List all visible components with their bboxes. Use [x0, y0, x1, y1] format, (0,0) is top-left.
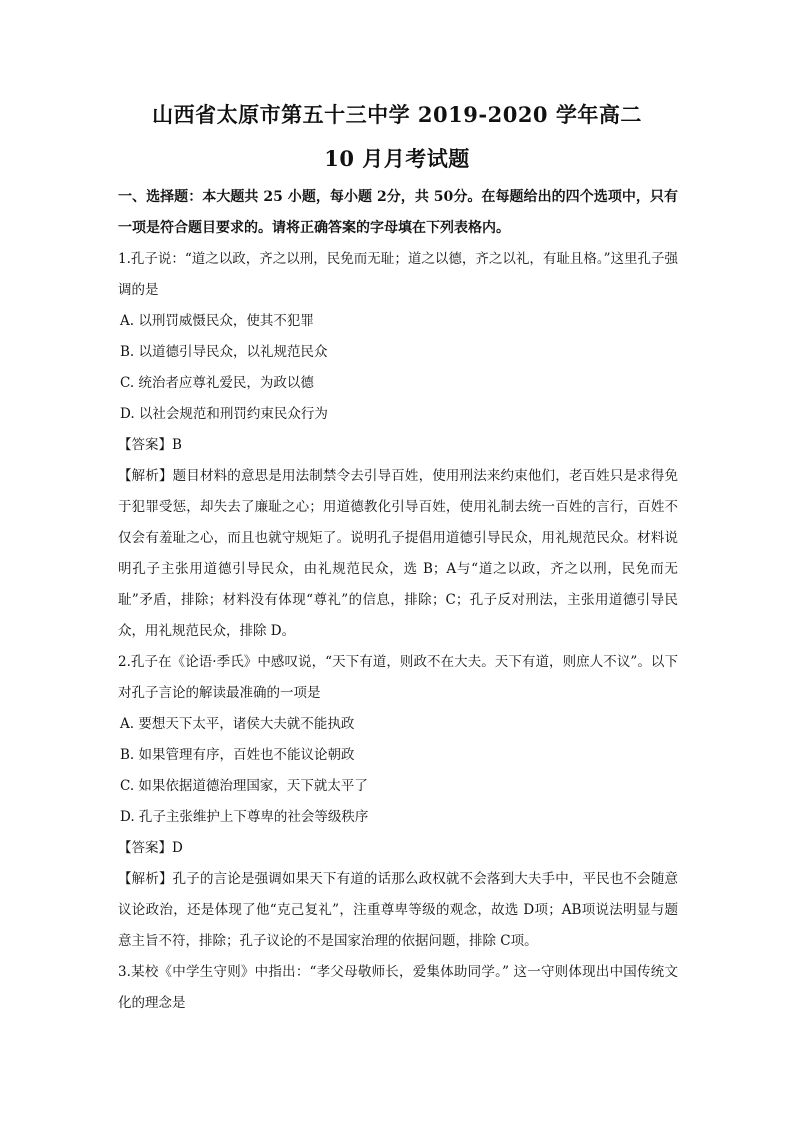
exam-title-line-2: 10 月月考试题 [324, 146, 470, 171]
exam-title-line-1: 山西省太原市第五十三中学 2019-2020 学年高二 [152, 102, 642, 127]
analysis: 【解析】题目材料的意思是用法制禁令去引导百姓，使用刑法来约束他们，老百姓只是求得免于犯罪受惩，却失去了廉耻之心；用道德教化引导百姓，使用礼制去统一百姓的言行，百姓不仅会有羞耻之心，而且也就守规矩了。说明孔子提倡用道德引导民众，用礼规范民众。材料说明孔子主张用道德引导民众，由礼规范民众，选 B；A与“道之以政，齐之以刑，民免而无耻”矛盾，排除；材料没有体现“尊礼”的信息，排除；C；孔子反对刑法，主张用道德引导民众，用礼规范民众，排除 D。 [118, 468, 678, 639]
answer: 【答案】B [118, 437, 182, 453]
option-c: C. 如果依据道德治理国家，天下就太平了 [120, 778, 368, 794]
question-stem: 3.某校《中学生守则》中指出：“孝父母敬师长，爱集体助同学。” 这一守则体现出中国传统文化的理念是 [118, 964, 678, 1011]
analysis: 【解析】孔子的言论是强调如果天下有道的话那么政权就不会落到大夫手中，平民也不会随意议论政治，还是体现了他“克己复礼”，注重尊卑等级的观念，故选 D项；AB项说法明显与题意主旨不符，排除；孔子议论的不是国家治理的依据问题，排除 C项。 [118, 871, 678, 949]
option-c: C. 统治者应尊礼爱民，为政以德 [120, 375, 314, 391]
question-2 [118, 647, 678, 957]
option-b: B. 以道德引导民众，以礼规范民众 [120, 344, 328, 360]
section-instructions: 一、选择题：本大题共 25 小题，每小题 2分，共 50分。在每题给出的四个选项中，只有一项是符合题目要求的。请将正确答案的字母填在下列表格内。 [118, 189, 678, 236]
option-d: D. 以社会规范和刑罚约束民众行为 [120, 406, 328, 422]
question-1 [118, 244, 678, 647]
question-3 [118, 957, 678, 1019]
exam-body [118, 182, 678, 1019]
answer: 【答案】D [118, 840, 183, 856]
option-b: B. 如果管理有序，百姓也不能议论朝政 [120, 747, 355, 763]
option-d: D. 孔子主张维护上下尊卑的社会等级秩序 [120, 809, 369, 825]
question-stem: 1.孔子说：“道之以政，齐之以刑，民免而无耻；道之以德，齐之以礼，有耻且格。”这里孔子强调的是 [118, 251, 678, 298]
option-a: A. 以刑罚威慑民众，使其不犯罪 [120, 313, 314, 329]
option-a: A. 要想天下太平，诸侯大夫就不能执政 [120, 716, 355, 732]
question-stem: 2.孔子在《论语·季氏》中感叹说，“天下有道，则政不在大夫。天下有道，则庶人不议”。以下对孔子言论的解读最准确的一项是 [118, 654, 678, 701]
